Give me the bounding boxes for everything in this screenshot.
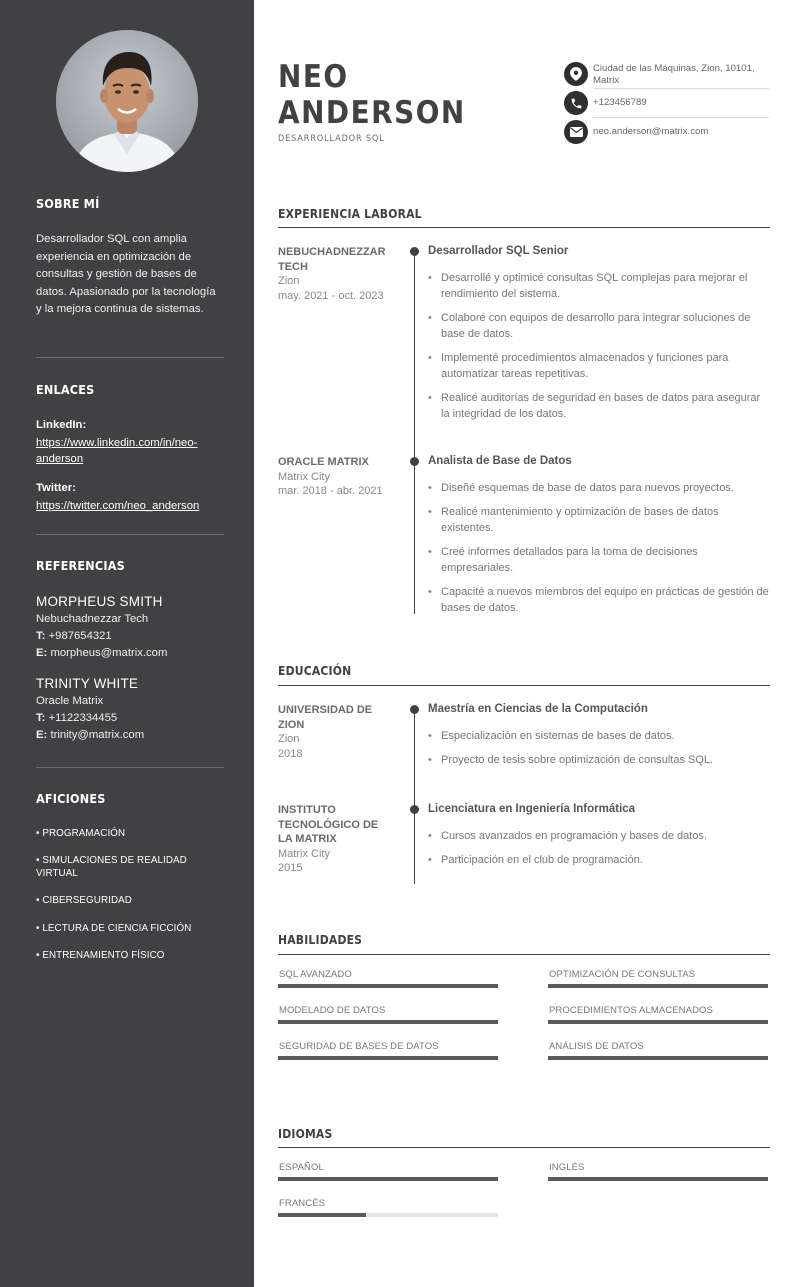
contact-email-text: neo.anderson@matrix.com — [593, 126, 709, 137]
education-dates: 2015 — [278, 862, 303, 874]
link-twitter — [36, 480, 224, 514]
language-track — [278, 1213, 498, 1217]
skill-track — [278, 984, 498, 988]
link-linkedin-label: LinkedIn: — [36, 419, 87, 431]
skill-name: OPTIMIZACIÓN DE CONSULTAS — [549, 969, 696, 980]
experience-bullets — [428, 480, 770, 624]
hobby-item: • SIMULACIONES DE REALIDAD VIRTUAL — [36, 855, 187, 879]
hobbies-title: AFICIONES — [36, 791, 106, 806]
education-meta — [278, 703, 396, 761]
reference-name: MORPHEUS SMITH — [36, 594, 163, 609]
reference-item — [36, 593, 224, 662]
about-title: SOBRE MÍ — [36, 196, 100, 211]
timeline-dot — [410, 457, 419, 466]
language-item — [548, 1162, 768, 1181]
skill-name: SQL AVANZADO — [279, 969, 352, 980]
sidebar-divider — [36, 534, 224, 535]
contact-email — [564, 120, 769, 144]
section-rule — [278, 1147, 770, 1148]
first-name: NEO — [278, 59, 349, 95]
contact-phone — [564, 91, 769, 115]
hobby-item: • ENTRENAMIENTO FÍSICO — [36, 950, 165, 961]
language-bar — [548, 1177, 768, 1181]
language-bar — [278, 1213, 366, 1217]
section-rule — [278, 954, 770, 955]
skill-track — [548, 1020, 768, 1024]
list-item: • Realicé mantenimiento y optimización de bases de datos existentes. — [428, 504, 770, 536]
list-item: • Especialización en sistemas de bases de datos. — [428, 728, 770, 744]
skill-name: PROCEDIMIENTOS ALMACENADOS — [549, 1005, 713, 1016]
contact-address — [564, 62, 769, 87]
list-item: • Capacité a nuevos miembros del equipo en prácticas de gestión de bases de datos. — [428, 584, 770, 616]
skill-name: MODELADO DE DATOS — [279, 1005, 386, 1016]
experience-dates: mar. 2018 - abr. 2021 — [278, 485, 383, 497]
reference-email: E: trinity@matrix.com — [36, 728, 145, 741]
envelope-icon — [564, 120, 588, 144]
education-dates: 2018 — [278, 747, 303, 760]
list-item: • Proyecto de tesis sobre optimización de consultas SQL. — [428, 752, 770, 768]
timeline-dot — [410, 247, 419, 256]
reference-company: Nebuchadnezzar Tech — [36, 612, 149, 625]
contact-divider — [593, 88, 769, 89]
job-title: DESARROLLADOR SQL — [278, 134, 385, 144]
skill-bar — [548, 1056, 768, 1060]
experience-org: ORACLE MATRIX — [278, 456, 369, 468]
language-name: ESPAÑOL — [279, 1162, 324, 1173]
education-org: INSTITUTO TECNOLÓGICO DE LA MATRIX — [278, 804, 379, 845]
link-linkedin — [36, 417, 224, 467]
list-item: • Realicé auditorías de seguridad en bases de datos para asegurar la integridad de los datos. — [428, 390, 770, 422]
languages-title: IDIOMAS — [278, 1127, 333, 1141]
skill-name: ANÁLISIS DE DATOS — [549, 1041, 644, 1052]
list-item: • Implementé procedimientos almacenados y funciones para automatizar tareas repetitivas. — [428, 350, 770, 382]
skill-track — [548, 1056, 768, 1060]
sidebar-divider — [36, 767, 224, 768]
skill-bar — [278, 984, 498, 988]
education-location: Matrix City — [278, 847, 330, 860]
sidebar-divider — [36, 357, 224, 358]
skill-item — [548, 1005, 768, 1024]
profile-photo-illustration — [56, 30, 198, 172]
list-item: • Colaboré con equipos de desarrollo para integrar soluciones de base de datos. — [428, 310, 770, 342]
language-name: FRANCÉS — [279, 1198, 326, 1209]
link-twitter-url[interactable]: https://twitter.com/neo_anderson — [36, 499, 200, 512]
reference-company: Oracle Matrix — [36, 694, 104, 707]
list-item: • Diseñé esquemas de base de datos para nuevos proyectos. — [428, 480, 770, 496]
timeline-dot — [410, 805, 419, 814]
skill-bar — [278, 1020, 498, 1024]
reference-email: E: morpheus@matrix.com — [36, 646, 168, 659]
experience-bullets — [428, 270, 770, 430]
skill-item — [278, 1005, 498, 1024]
education-degree: Maestría en Ciencias de la Computación — [428, 703, 648, 715]
reference-item — [36, 675, 224, 744]
skill-track — [278, 1056, 498, 1060]
reference-phone: T: +1122334455 — [36, 711, 118, 724]
skill-bar — [548, 984, 768, 988]
experience-role: Analista de Base de Datos — [428, 455, 572, 467]
contact-address-text: Ciudad de las Máquinas, Zion, 10101, Matrix — [593, 63, 755, 86]
links-title: ENLACES — [36, 382, 95, 397]
references-title: REFERENCIAS — [36, 558, 125, 573]
experience-org: NEBUCHADNEZZAR TECH — [278, 246, 386, 273]
about-text: Desarrollador SQL con amplia experiencia en optimización de consultas y gestión de bases de datos. Apasionado por la tecnología y la mejora continua de sistemas. — [36, 233, 216, 315]
education-bullets — [428, 728, 770, 776]
reference-phone: T: +987654321 — [36, 629, 112, 642]
skill-item — [278, 1041, 498, 1060]
timeline-dot — [410, 705, 419, 714]
education-location: Zion — [278, 733, 300, 745]
timeline-line — [414, 710, 415, 884]
list-item: • Cursos avanzados en programación y bases de datos. — [428, 828, 770, 844]
section-rule — [278, 227, 770, 228]
skills-title: HABILIDADES — [278, 933, 363, 947]
language-item — [278, 1162, 498, 1181]
skill-item — [548, 1041, 768, 1060]
link-twitter-label: Twitter: — [36, 482, 76, 494]
experience-location: Zion — [278, 275, 300, 287]
list-item: • Desarrollé y optimicé consultas SQL complejas para mejorar el rendimiento del sistema. — [428, 270, 770, 302]
location-pin-icon — [564, 62, 588, 86]
hobby-item: • CIBERSEGURIDAD — [36, 895, 132, 906]
skill-track — [278, 1020, 498, 1024]
education-bullets — [428, 828, 770, 876]
education-org: UNIVERSIDAD DE ZION — [278, 704, 373, 731]
experience-location: Matrix City — [278, 470, 330, 483]
skill-name: SEGURIDAD DE BASES DE DATOS — [279, 1041, 439, 1052]
link-linkedin-url[interactable]: https://www.linkedin.com/in/neo-anderson — [36, 436, 198, 465]
profile-photo — [56, 30, 198, 172]
skill-item — [548, 969, 768, 988]
phone-icon — [564, 91, 588, 115]
list-item: • Participación en el club de programación. — [428, 852, 770, 868]
experience-dates: may. 2021 - oct. 2023 — [278, 289, 384, 302]
sidebar — [0, 0, 254, 1287]
language-bar — [278, 1177, 498, 1181]
education-degree: Licenciatura en Ingeniería Informática — [428, 803, 636, 815]
experience-meta — [278, 245, 396, 303]
last-name: ANDERSON — [278, 95, 466, 131]
skill-item — [278, 969, 498, 988]
language-track — [278, 1177, 498, 1181]
language-item — [278, 1198, 498, 1217]
experience-title: EXPERIENCIA LABORAL — [278, 207, 422, 221]
experience-meta — [278, 455, 396, 499]
reference-name: TRINITY WHITE — [36, 676, 139, 691]
hobby-item: • LECTURA DE CIENCIA FICCIÓN — [36, 923, 192, 934]
contact-phone-text: +123456789 — [593, 97, 647, 108]
experience-role: Desarrollador SQL Senior — [428, 245, 569, 257]
education-meta — [278, 803, 384, 876]
hobby-item: • PROGRAMACIÓN — [36, 828, 126, 839]
list-item: • Creé informes detallados para la toma de decisiones empresariales. — [428, 544, 770, 576]
skill-track — [548, 984, 768, 988]
skill-bar — [548, 1020, 768, 1024]
education-title: EDUCACIÓN — [278, 664, 352, 678]
language-name: INGLÉS — [549, 1162, 585, 1173]
section-rule — [278, 685, 770, 686]
language-track — [548, 1177, 768, 1181]
skill-bar — [278, 1056, 498, 1060]
timeline-line — [414, 252, 415, 614]
contact-divider — [593, 117, 769, 118]
